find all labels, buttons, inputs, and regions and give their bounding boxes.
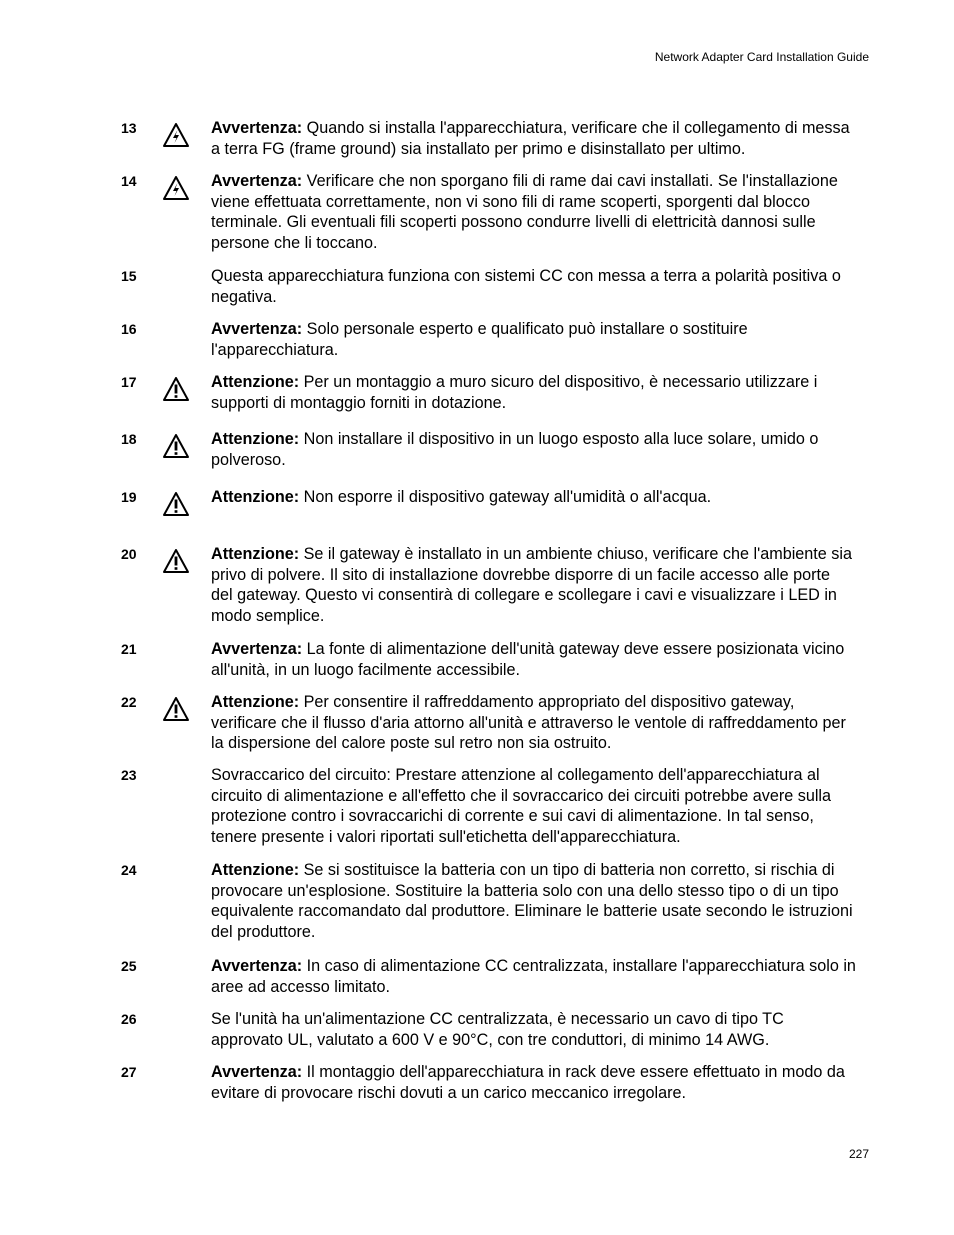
item-label: Attenzione:	[211, 693, 300, 711]
item-number: 27	[121, 1064, 137, 1080]
electrical-hazard-icon	[162, 175, 190, 201]
item-body: Se il gateway è installato in un ambiente chiuso, verificare che l'ambiente sia privo di polvere. Il sito di installazione dovrebbe disporre di un facile accesso alle porte del gateway. Questo vi consentirà di collegare e scollegare i cavi e visualizzare i LED in modo semplice.	[211, 545, 852, 625]
item-text	[211, 544, 856, 626]
caution-icon	[162, 491, 190, 517]
item-text	[211, 639, 856, 680]
item-number: 22	[121, 694, 137, 710]
item-label: Avvertenza:	[211, 119, 303, 137]
item-number: 17	[121, 374, 137, 390]
item-number: 18	[121, 431, 137, 447]
item-body: Per consentire il raffreddamento appropriato del dispositivo gateway, verificare che il flusso d'aria attorno all'unità e attraverso le ventole di raffreddamento per la dispersione del calore poste sul retro non sia ostruito.	[211, 693, 846, 753]
item-text	[211, 692, 856, 754]
item-body: Se si sostituisce la batteria con un tipo di batteria non corretto, si rischia di provocare un'esplosione. Sostituire la batteria solo con una dello stesso tipo o di un tipo equivalente raccomandato dal produttore. Eliminare le batterie usate secondo le istruzioni del produttore.	[211, 861, 853, 941]
item-label: Avvertenza:	[211, 640, 303, 658]
item-body: In caso di alimentazione CC centralizzata, installare l'apparecchiatura solo in aree ad accesso limitato.	[211, 957, 856, 996]
item-text	[211, 429, 856, 470]
page-number: 227	[848, 1147, 869, 1161]
electrical-hazard-icon	[162, 122, 190, 148]
item-label: Attenzione:	[211, 430, 300, 448]
item-number: 13	[121, 120, 137, 136]
item-body: Verificare che non sporgano fili di rame dai cavi installati. Se l'installazione viene effettuata correttamente, non vi sono fili di rame scoperti, sporgenti dal blocco terminale. Gli eventuali fili scoperti possono condurre livelli di elettricità dannosi sulle persone che li toccano.	[211, 172, 838, 252]
item-text	[211, 118, 856, 159]
item-text	[211, 266, 856, 307]
item-body: Solo personale esperto e qualificato può installare o sostituire l'apparecchiatura.	[211, 320, 748, 359]
item-text	[211, 765, 856, 847]
item-body: Quando si installa l'apparecchiatura, verificare che il collegamento di messa a terra FG (frame ground) sia installato per primo e disinstallato per ultimo.	[211, 119, 850, 158]
item-text	[211, 171, 856, 253]
item-label: Attenzione:	[211, 373, 300, 391]
item-text	[211, 372, 856, 413]
item-body: Il montaggio dell'apparecchiatura in rack deve essere effettuato in modo da evitare di provocare rischi dovuti a un carico meccanico irregolare.	[211, 1063, 845, 1102]
item-number: 20	[121, 546, 137, 562]
item-text	[211, 860, 856, 942]
item-text	[211, 1062, 856, 1103]
item-text	[211, 319, 856, 360]
item-number: 16	[121, 321, 137, 337]
item-body: Non installare il dispositivo in un luogo esposto alla luce solare, umido o polveroso.	[211, 430, 819, 469]
item-number: 23	[121, 767, 137, 783]
item-body: Questa apparecchiatura funziona con sistemi CC con messa a terra a polarità positiva o negativa.	[211, 267, 841, 306]
item-label: Attenzione:	[211, 545, 300, 563]
item-body: Non esporre il dispositivo gateway all'umidità o all'acqua.	[299, 488, 712, 506]
item-number: 26	[121, 1011, 137, 1027]
caution-icon	[162, 548, 190, 574]
caution-icon	[162, 696, 190, 722]
item-label: Avvertenza:	[211, 957, 303, 975]
item-number: 25	[121, 958, 137, 974]
item-label: Attenzione:	[211, 861, 300, 879]
item-body: Sovraccarico del circuito: Prestare attenzione al collegamento dell'apparecchiatura al circuito di alimentazione e all'effetto che il sovraccarico dei circuiti potrebbe avere sulla protezione contro i sovraccarichi di corrente e sui cavi di alimentazione. In tal senso, tenere presente i valori riportati sull'etichetta dell'apparecchiatura.	[211, 766, 832, 846]
item-label: Avvertenza:	[211, 320, 303, 338]
item-number: 15	[121, 268, 137, 284]
item-label: Avvertenza:	[211, 1063, 303, 1081]
item-label: Attenzione:	[211, 488, 300, 506]
item-text	[211, 487, 856, 508]
item-text	[211, 1009, 856, 1050]
item-body: Se l'unità ha un'alimentazione CC centralizzata, è necessario un cavo di tipo TC approvato UL, valutato a 600 V e 90°C, con tre conduttori, di minimo 14 AWG.	[211, 1010, 784, 1049]
item-body: La fonte di alimentazione dell'unità gateway deve essere posizionata vicino all'unità, in un luogo facilmente accessibile.	[211, 640, 845, 679]
item-label: Avvertenza:	[211, 172, 303, 190]
item-body: Per un montaggio a muro sicuro del dispositivo, è necessario utilizzare i supporti di montaggio forniti in dotazione.	[211, 373, 818, 412]
running-header: Network Adapter Card Installation Guide	[654, 50, 869, 64]
item-number: 21	[121, 641, 137, 657]
item-number: 14	[121, 173, 137, 189]
item-number: 24	[121, 862, 137, 878]
caution-icon	[162, 433, 190, 459]
item-number: 19	[121, 489, 137, 505]
item-text	[211, 956, 856, 997]
caution-icon	[162, 376, 190, 402]
